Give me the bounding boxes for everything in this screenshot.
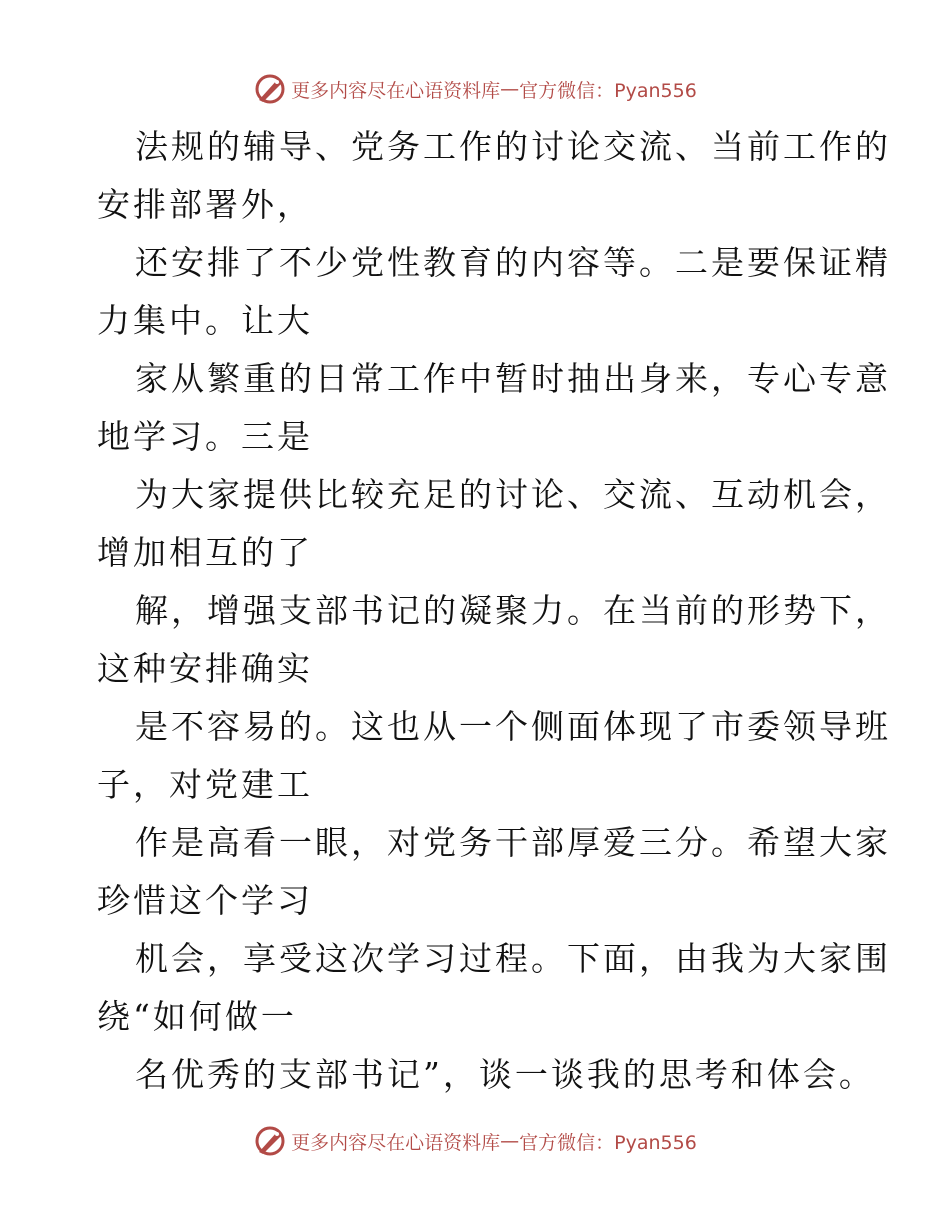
document-body [97,118,891,1104]
pen-logo-icon [253,1124,287,1158]
body-line: 珍惜这个学习 [97,881,313,920]
footer-banner [0,1124,950,1158]
body-line: 安排部署外， [97,185,313,224]
body-line: 地学习。三是 [97,417,313,456]
header-banner [0,72,950,106]
body-line: 是不容易的。这也从一个侧面体现了市委领导班 [135,707,891,746]
footer-brand-text: 更多内容尽在心语资料库 [291,1131,501,1154]
pen-logo-icon [253,72,287,106]
body-line: 这种安排确实 [97,649,313,688]
body-line: 名优秀的支部书记”，谈一谈我的思考和体会。 [135,1055,875,1094]
body-line: 家从繁重的日常工作中暂时抽出身来，专心专意 [135,359,891,398]
footer-separator: — [500,1130,520,1152]
header-contact-text: 官方微信：Pyan556 [519,79,697,102]
body-line: 还安排了不少党性教育的内容等。二是要保证精 [135,243,891,282]
body-line: 力集中。让大 [97,301,313,340]
body-line: 法规的辅导、党务工作的讨论交流、当前工作的 [135,127,891,166]
body-line: 增加相互的了 [97,533,313,572]
body-line: 解，增强支部书记的凝聚力。在当前的形势下， [135,591,891,630]
body-line: 机会，享受这次学习过程。下面，由我为大家围 [135,939,891,978]
body-line: 为大家提供比较充足的讨论、交流、互动机会， [135,475,891,514]
body-line: 绕“如何做一 [97,997,297,1036]
header-brand-text: 更多内容尽在心语资料库 [291,79,501,102]
body-line: 子，对党建工 [97,765,313,804]
body-line: 作是高看一眼，对党务干部厚爱三分。希望大家 [135,823,891,862]
footer-contact-text: 官方微信：Pyan556 [519,1131,697,1154]
header-separator: — [500,78,520,100]
